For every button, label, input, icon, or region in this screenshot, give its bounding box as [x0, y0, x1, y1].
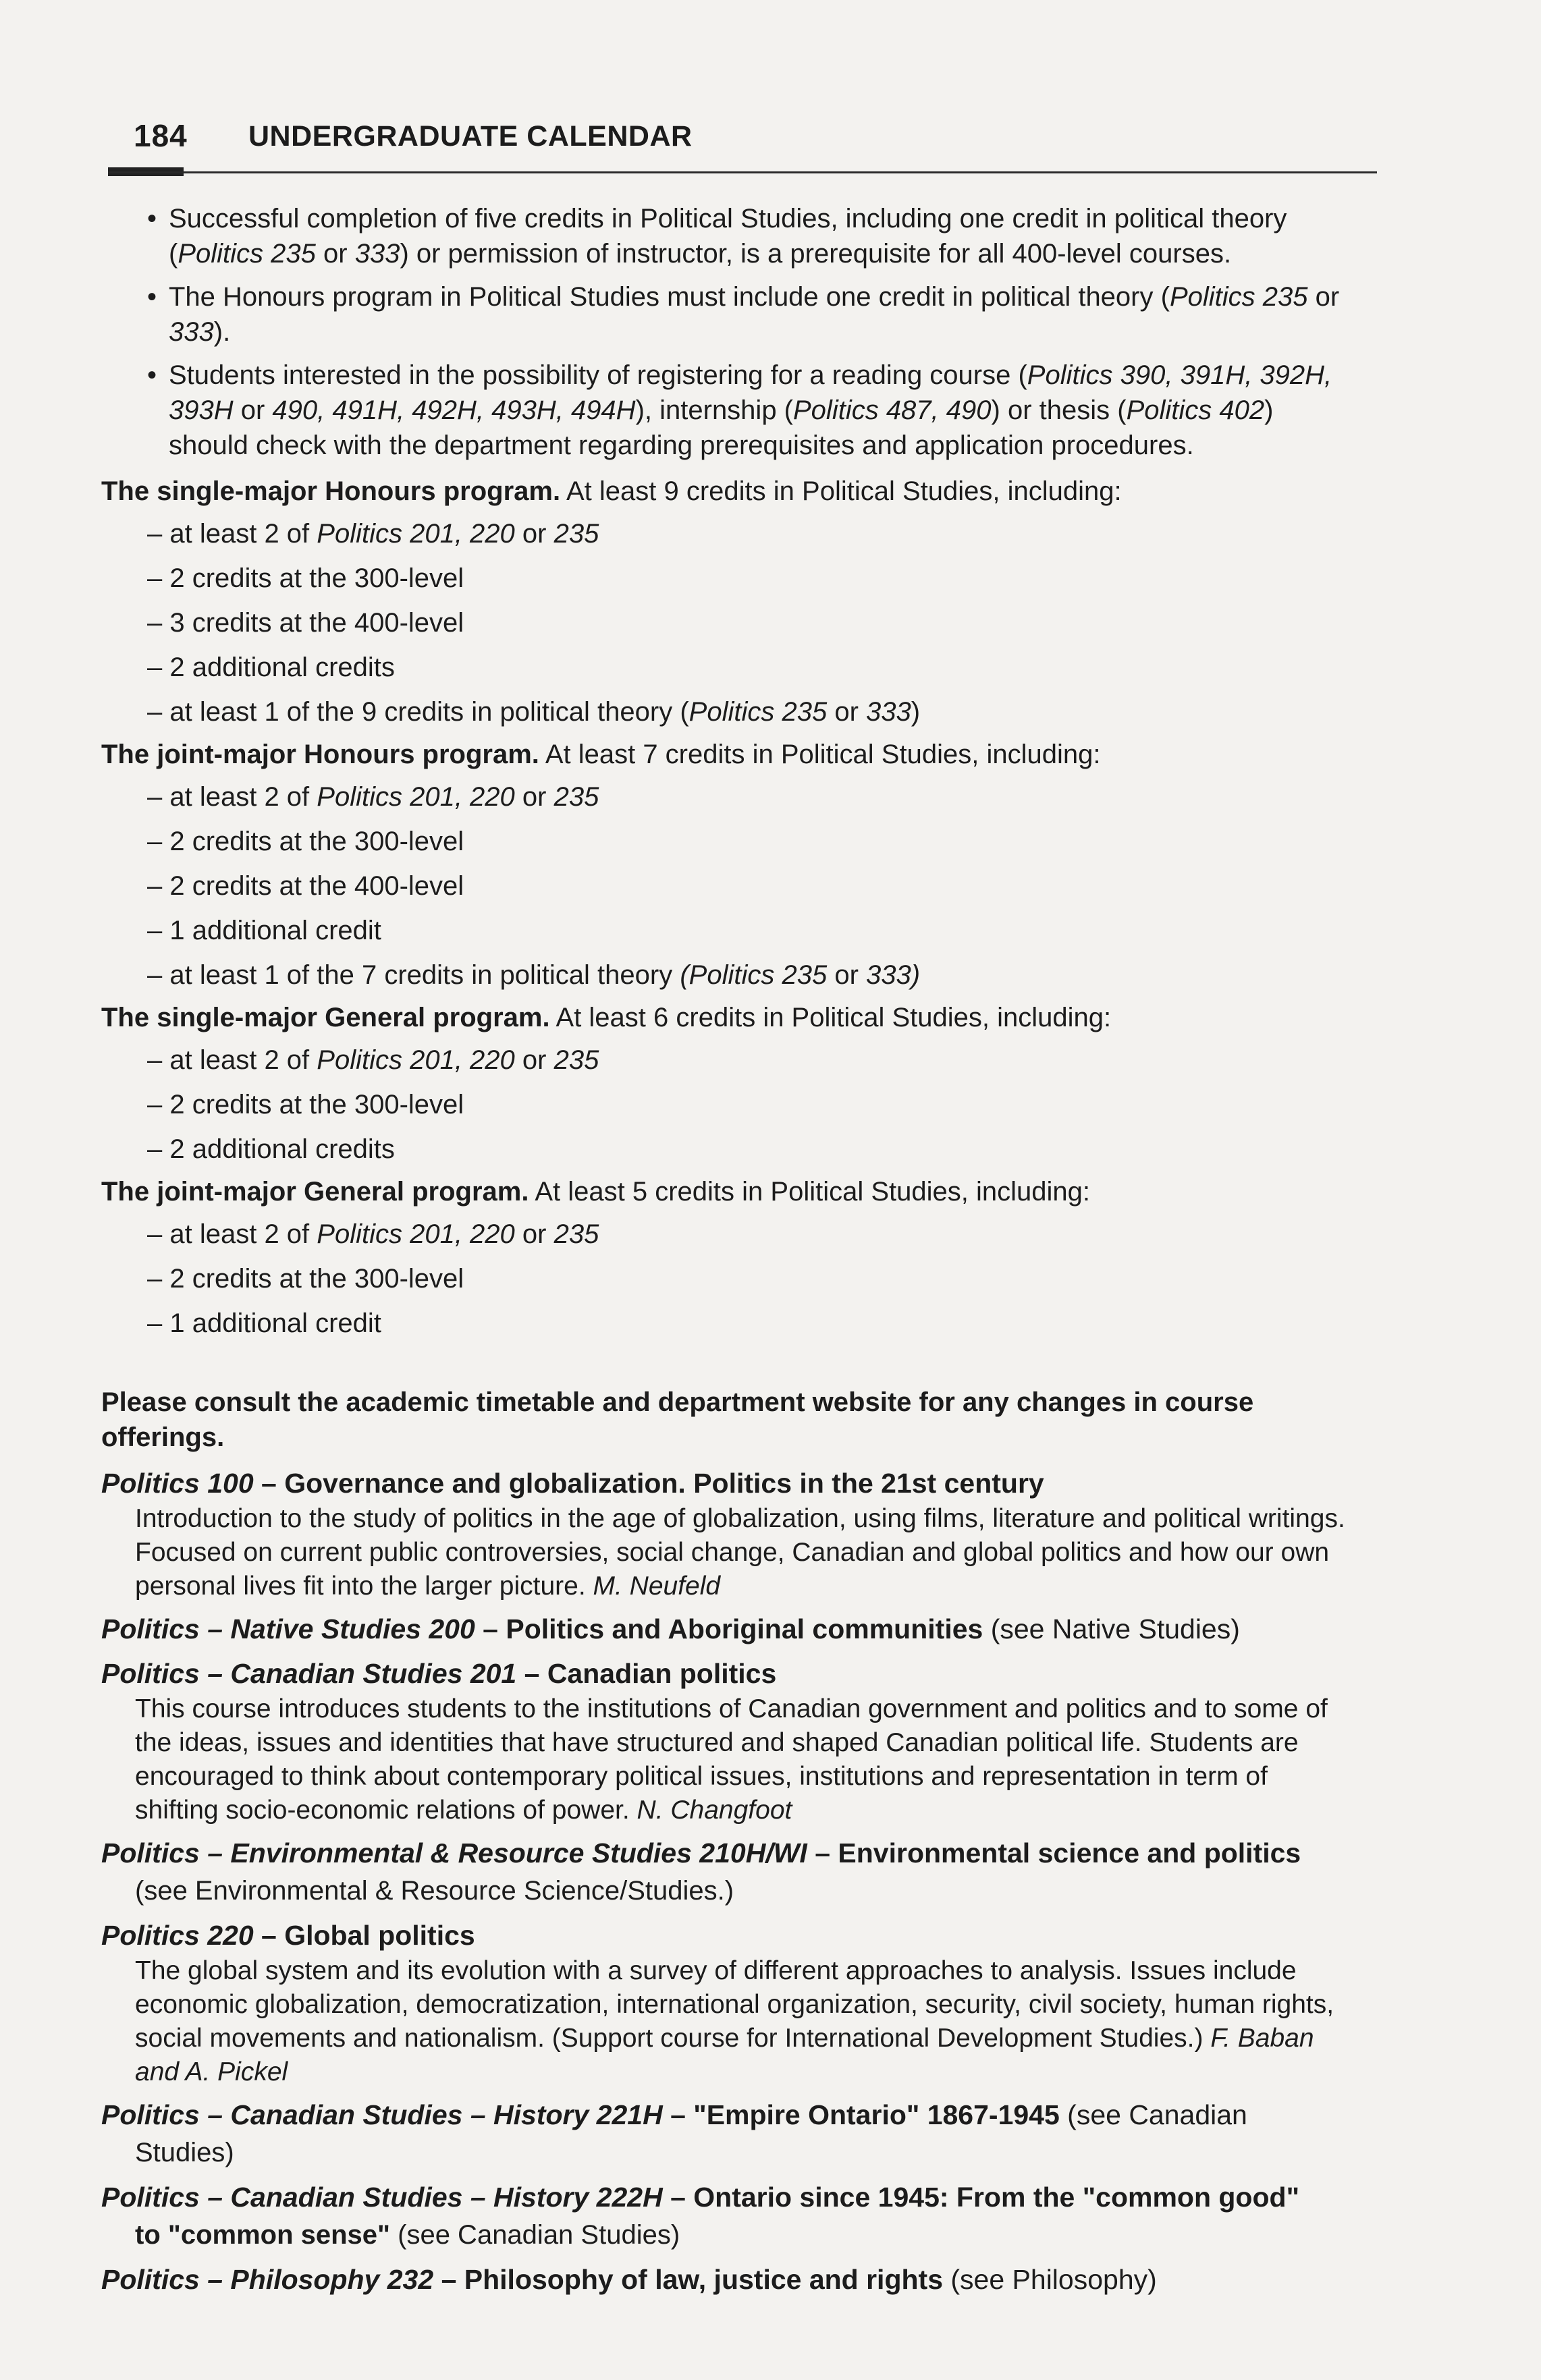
course-entry [101, 1655, 1350, 1827]
requirement-item: – at least 1 of the 9 credits in political theory (Politics 235 or 333) [147, 697, 921, 727]
course-see-also: Studies) [135, 2138, 234, 2167]
bullet-item: • Students interested in the possibility of registering for a reading course (Politics 390, 391H, 392H, 393H or 490, 491H, 492H, 493H, 494H), internship (Politics 487, 490) or thesis (Politics 402) should check with the department regarding prerequisites and application procedures. [101, 358, 1350, 463]
course-title: Politics – Canadian Studies 201 – Canadian politics [101, 1658, 777, 1689]
course-see-also: to "common sense" (see Canadian Studies) [135, 2220, 680, 2250]
course-title: Politics – Canadian Studies – History 221H – "Empire Ontario" 1867-1945 (see Canadian [101, 2099, 1247, 2130]
course-instructor: M. Neufeld [593, 1572, 721, 1601]
requirement-item: – at least 2 of Politics 201, 220 or 235 [147, 1045, 599, 1075]
requirement-item: – 1 additional credit [147, 1308, 381, 1338]
course-see-also: (see Environmental & Resource Science/Studies.) [135, 1876, 734, 1906]
requirement-item: – 3 credits at the 400-level [147, 608, 464, 638]
header-rule [108, 171, 1377, 173]
course-entry [101, 2096, 1350, 2171]
requirement-item: – 2 additional credits [147, 1134, 395, 1164]
course-entry [101, 1464, 1350, 1603]
page-number: 184 [134, 118, 188, 153]
course-instructor: F. Baban and A. Pickel [135, 2024, 1314, 2086]
program-heading: The single-major General program. At least 6 credits in Political Studies, including: [101, 1003, 1112, 1032]
requirement-item: – 2 additional credits [147, 653, 395, 682]
timetable-notice: Please consult the academic timetable and department website for any changes in course offerings. [101, 1387, 1254, 1452]
course-title: Politics – Native Studies 200 – Politics and Aboriginal communities (see Native Studies) [101, 1613, 1240, 1644]
course-description: Introduction to the study of politics in the age of globalization, using films, literature and political writings. Focused on current public controversies, social change, Canadian and global politics and how our own personal lives fit into the larger picture. M. Neufeld [135, 1504, 1345, 1601]
requirement-item: – 1 additional credit [147, 916, 381, 945]
bullet-item: • Successful completion of five credits in Political Studies, including one credit in political theory (Politics 235 or 333) or permission of instructor, is a prerequisite for all 400-level courses. [101, 201, 1350, 271]
requirement-item: – at least 2 of Politics 201, 220 or 235 [147, 1219, 599, 1249]
bullet-icon: • [147, 360, 157, 390]
course-title: Politics – Environmental & Resource Studies 210H/WI – Environmental science and politics [101, 1837, 1301, 1869]
course-instructor: N. Changfoot [637, 1796, 792, 1825]
course-title: Politics – Canadian Studies – History 222H – Ontario since 1945: From the "common good" [101, 2182, 1300, 2213]
requirement-item: – 2 credits at the 300-level [147, 563, 464, 593]
running-title: UNDERGRADUATE CALENDAR [248, 120, 693, 153]
course-entry [101, 2178, 1350, 2254]
course-entry [101, 1610, 1350, 1648]
requirement-item: – 2 credits at the 300-level [147, 1090, 464, 1119]
bullet-item: • The Honours program in Political Studies must include one credit in political theory (Politics 235 or 333). [101, 279, 1350, 350]
course-entry [101, 1916, 1350, 2089]
requirement-item: – at least 1 of the 7 credits in political theory (Politics 235 or 333) [147, 960, 921, 990]
requirement-item: – 2 credits at the 300-level [147, 1264, 464, 1294]
requirement-item: – 2 credits at the 300-level [147, 827, 464, 856]
requirement-item: – at least 2 of Politics 201, 220 or 235 [147, 519, 599, 549]
page-content [101, 201, 1350, 2305]
requirement-item: – 2 credits at the 400-level [147, 871, 464, 901]
course-title: Politics 220 – Global politics [101, 1920, 475, 1951]
course-entry [101, 2261, 1350, 2298]
bullet-icon: • [147, 204, 157, 233]
program-heading: The joint-major General program. At least 5 credits in Political Studies, including: [101, 1177, 1090, 1207]
course-description: The global system and its evolution with a survey of different approaches to analysis. Issues include economic globalization, democratization, international organization, security, civil society, human rights, social movements and nationalism. (Support course for International Development Studies.) F. Baban and A. Pickel [135, 1956, 1334, 2086]
page-header [108, 113, 1377, 178]
course-description: This course introduces students to the institutions of Canadian government and politics and to some of the ideas, issues and identities that have structured and shaped Canadian political life. Students are encouraged to think about contemporary political issues, institutions and representation in term of shifting socio-economic relations of power. N. Changfoot [135, 1694, 1328, 1825]
course-entry [101, 1834, 1350, 1910]
course-title: Politics – Philosophy 232 – Philosophy of law, justice and rights (see Philosophy) [101, 2264, 1157, 2295]
program-heading: The single-major Honours program. At least 9 credits in Political Studies, including: [101, 476, 1122, 506]
program-heading: The joint-major Honours program. At least 7 credits in Political Studies, including: [101, 740, 1101, 769]
section-gap [101, 1346, 1350, 1385]
course-title: Politics 100 – Governance and globalization. Politics in the 21st century [101, 1468, 1044, 1499]
bullet-icon: • [147, 282, 157, 312]
requirement-item: – at least 2 of Politics 201, 220 or 235 [147, 782, 599, 812]
